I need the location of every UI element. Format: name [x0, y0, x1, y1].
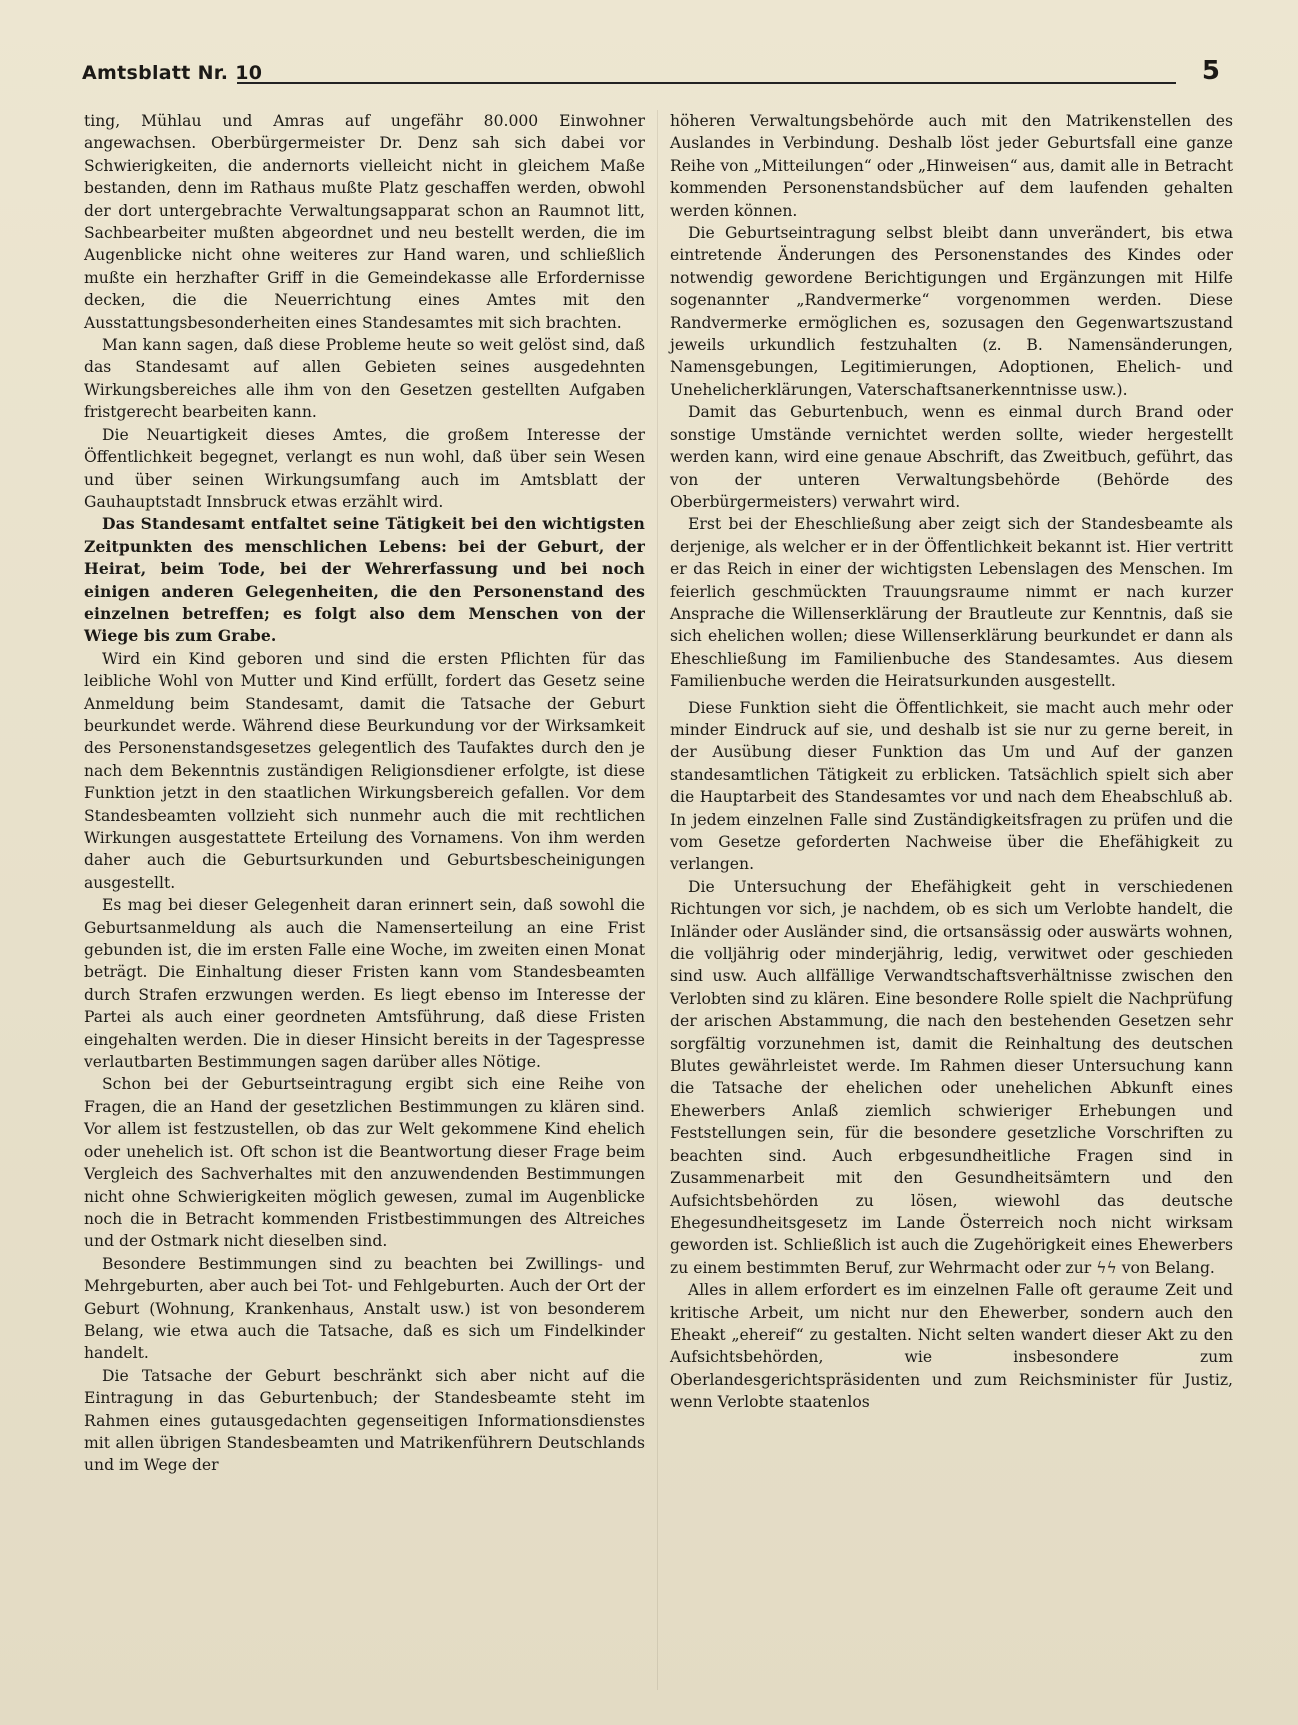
- page-header: [82, 56, 1238, 92]
- header-rule: [237, 82, 1176, 84]
- paragraph: Wird ein Kind geboren und sind die ersten Pflichten für das leibliche Wohl von Mutter und Kind erfüllt, fordert das Gesetz seine Anmeldung beim Standesamt, damit die Tatsache der Geburt beurkundet werde. Während diese Beurkundung vor der Wirksamkeit des Personenstandsgesetzes gelegentlich des Taufaktes durch den je nach dem Bekenntnis zuständigen Religionsdiener erfolgte, ist diese Funktion jetzt in den staatlichen Wirkungsbereich gefallen. Vor dem Standesbeamten vollzieht sich nunmehr auch die mit rechtlichen Wirkungen ausgestattete Erteilung des Vornamens. Von ihm werden daher auch die Geburtsurkunden und Geburtsbescheinigungen ausgestellt.: [84, 649, 645, 892]
- left-column: [84, 110, 645, 1477]
- paragraph: Alles in allem erfordert es im einzelnen Falle oft geraume Zeit und kritische Arbeit, um nicht nur den Ehewerber, sondern auch den Eheakt „ehereif“ zu gestalten. Nicht selten wandert dieser Akt zu den Aufsichtsbehörden, wie insbesondere zum Oberlandesgerichtspräsidenten und zum Reichsminister für Justiz, wenn Verlobte staatenlos: [670, 1281, 1233, 1412]
- publication-title: Amtsblatt Nr. 10: [82, 62, 263, 84]
- paragraph: Erst bei der Eheschließung aber zeigt sich der Standesbeamte als derjenige, als welcher er in der Öffentlichkeit bekannt ist. Hier vertritt er das Reich in einer der wichtigsten Lebenslagen des Menschen. Im feierlich geschmückten Trauungsraume nimmt er nach kurzer Ansprache die Willenserklärung der Brautleute zur Kenntnis, daß sie sich ehelichen wollen; diese Willenserklärung beurkundet er dann als Eheschließung im Familienbuche des Standesamtes. Aus diesem Familienbuche werden die Heiratsurkunden ausgestellt.: [670, 515, 1233, 691]
- paragraph: ting, Mühlau und Amras auf ungefähr 80.000 Einwohner angewachsen. Oberbürgermeister Dr. Denz sah sich dabei vor Schwierigkeiten, die andernorts vielleicht nicht in gleichem Maße bestanden, denn im Rathaus mußte Platz geschaffen werden, obwohl der dort untergebrachte Verwaltungsapparat schon an Raumnot litt, Sachbearbeiter mußten abgeordnet und neu bestellt werden, die im Augenblicke nicht ohne weiteres zur Hand waren, und schließlich mußte ein herzhafter Griff in die Gemeindekasse alle Erfordernisse decken, die die Neuerrichtung eines Amtes mit den Ausstattungsbesonderheiten eines Standesamtes mit sich brachten.: [84, 112, 645, 332]
- paragraph: Die Tatsache der Geburt beschränkt sich aber nicht auf die Eintragung in das Geburtenbuch; der Standesbeamte steht im Rahmen eines gutausgedachten gegenseitigen Informationsdienstes mit allen übrigen Standesbeamten und Matrikenführern Deutschlands und im Wege der: [84, 1366, 645, 1475]
- column-divider: [657, 110, 658, 1690]
- paragraph: Die Untersuchung der Ehefähigkeit geht in verschiedenen Richtungen vor sich, je nachdem, ob es sich um Verlobte handelt, die Inländer oder Ausländer sind, die ortsansässig oder auswärts wohnen, die volljährig oder minderjährig, ledig, verwitwet oder geschieden sind usw. Auch allfällige Verwandtschaftsverhältnisse zwischen den Verlobten sind zu klären. Eine besondere Rolle spielt die Nachprüfung der arischen Abstammung, die nach den bestehenden Gesetzen sehr sorgfältig vorzunehmen ist, damit die Reinhaltung des deutschen Blutes gewährleistet werde. Im Rahmen dieser Untersuchung kann die Tatsache der ehelichen oder unehelichen Abkunft eines Ehewerbers Anlaß ziemlich schwieriger Erhebungen und Feststellungen sein, für die besondere gesetzliche Vorschriften zu beachten sind. Auch erbgesundheitliche Fragen sind in Zusammenarbeit mit den Gesundheitsämtern und den Aufsichtsbehörden zu lösen, wiewohl das deutsche Ehegesundheitsgesetz im Lande Österreich noch nicht wirksam geworden ist. Schließlich ist auch die Zugehörigkeit eines Ehewerbers zu einem bestimmten Beruf, zur Wehrmacht oder zur ϟϟ von Belang.: [670, 877, 1233, 1277]
- paragraph: Diese Funktion sieht die Öffentlichkeit, sie macht auch mehr oder minder Eindruck auf sie, und deshalb ist sie nur zu gerne bereit, in der Ausübung dieser Funktion das Um und Auf der ganzen standesamtlichen Tätigkeit zu erblicken. Tatsächlich spielt sich aber die Hauptarbeit des Standesamtes vor und nach dem Eheabschluß ab. In jedem einzelnen Falle sind Zuständigkeitsfragen zu prüfen und die vom Gesetze geforderten Nachweise über die Ehefähigkeit zu verlangen.: [670, 698, 1233, 874]
- page-number: 5: [1201, 56, 1220, 86]
- right-column: [670, 110, 1233, 1414]
- paragraph: Man kann sagen, daß diese Probleme heute so weit gelöst sind, daß das Standesamt auf allen Gebieten seines ausgedehnten Wirkungsbereiches alle ihm von den Gesetzen gestellten Aufgaben fristgerecht bearbeiten kann.: [84, 336, 645, 422]
- paragraph: Damit das Geburtenbuch, wenn es einmal durch Brand oder sonstige Umstände vernichtet werden sollte, wieder hergestellt werden kann, wird eine genaue Abschrift, das Zweitbuch, geführt, das von der unteren Verwaltungsbehörde (Behörde des Oberbürgermeisters) verwahrt wird.: [670, 403, 1233, 511]
- paragraph: höheren Verwaltungsbehörde auch mit den Matrikenstellen des Auslandes in Verbindung. Deshalb löst jeder Geburtsfall eine ganze Reihe von „Mitteilungen“ oder „Hinweisen“ aus, damit alle in Betracht kommenden Personenstandsbücher auf dem laufenden gehalten werden können.: [670, 112, 1233, 220]
- paragraph: Die Geburtseintragung selbst bleibt dann unverändert, bis etwa eintretende Änderungen des Personenstandes des Kindes oder notwendig gewordene Berichtigungen und Ergänzungen mit Hilfe sogenannter „Randvermerke“ vorgenommen werden. Diese Randvermerke ermöglichen es, sozusagen den Gegenwartszustand jeweils urkundlich festzuhalten (z. B. Namensänderungen, Namensgebungen, Legitimierungen, Adoptionen, Ehelich- und Unehelicherklärungen, Vaterschaftsanerkenntnisse usw.).: [670, 224, 1233, 399]
- paragraph: Die Neuartigkeit dieses Amtes, die großem Interesse der Öffentlichkeit begegnet, verlangt es nun wohl, daß über sein Wesen und über seinen Wirkungsumfang auch im Amtsblatt der Gauhauptstadt Innsbruck etwas erzählt wird.: [84, 425, 645, 511]
- emphasized-paragraph: Das Standesamt entfaltet seine Tätigkeit bei den wichtigsten Zeitpunkten des menschlichen Lebens: bei der Geburt, der Heirat, beim Tode, bei der Wehrerfassung und bei noch einigen anderen Gelegenheiten, die den Personenstand des einzelnen betreffen; es folgt also dem Menschen von der Wiege bis zum Grabe.: [84, 514, 645, 646]
- paragraph: Besondere Bestimmungen sind zu beachten bei Zwillings- und Mehrgeburten, aber auch bei Tot- und Fehlgeburten. Auch der Ort der Geburt (Wohnung, Krankenhaus, Anstalt usw.) ist von besonderem Belang, wie etwa auch die Tatsache, daß es sich um Findelkinder handelt.: [84, 1254, 645, 1363]
- paragraph: Schon bei der Geburtseintragung ergibt sich eine Reihe von Fragen, die an Hand der gesetzlichen Bestimmungen zu klären sind. Vor allem ist festzustellen, ob das zur Welt gekommene Kind ehelich oder unehelich ist. Oft schon ist die Beantwortung dieser Frage beim Vergleich des Sachverhaltes mit den anzuwendenden Bestimmungen nicht ohne Schwierigkeiten möglich gewesen, zumal im Augenblicke noch die in Betracht kommenden Fristbestimmungen des Altreiches und der Ostmark nicht dieselben sind.: [84, 1075, 645, 1251]
- paragraph: Es mag bei dieser Gelegenheit daran erinnert sein, daß sowohl die Geburtsanmeldung als auch die Namenserteilung an eine Frist gebunden ist, die im ersten Falle eine Woche, im zweiten einen Monat beträgt. Die Einhaltung dieser Fristen kann vom Standesbeamten durch Strafen erzwungen werden. Es liegt ebenso im Interesse der Partei als auch einer geordneten Amtsführung, daß diese Fristen eingehalten werden. Die in dieser Hinsicht bereits in der Tagespresse verlautbarten Bestimmungen sagen darüber alles Nötige.: [84, 896, 645, 1072]
